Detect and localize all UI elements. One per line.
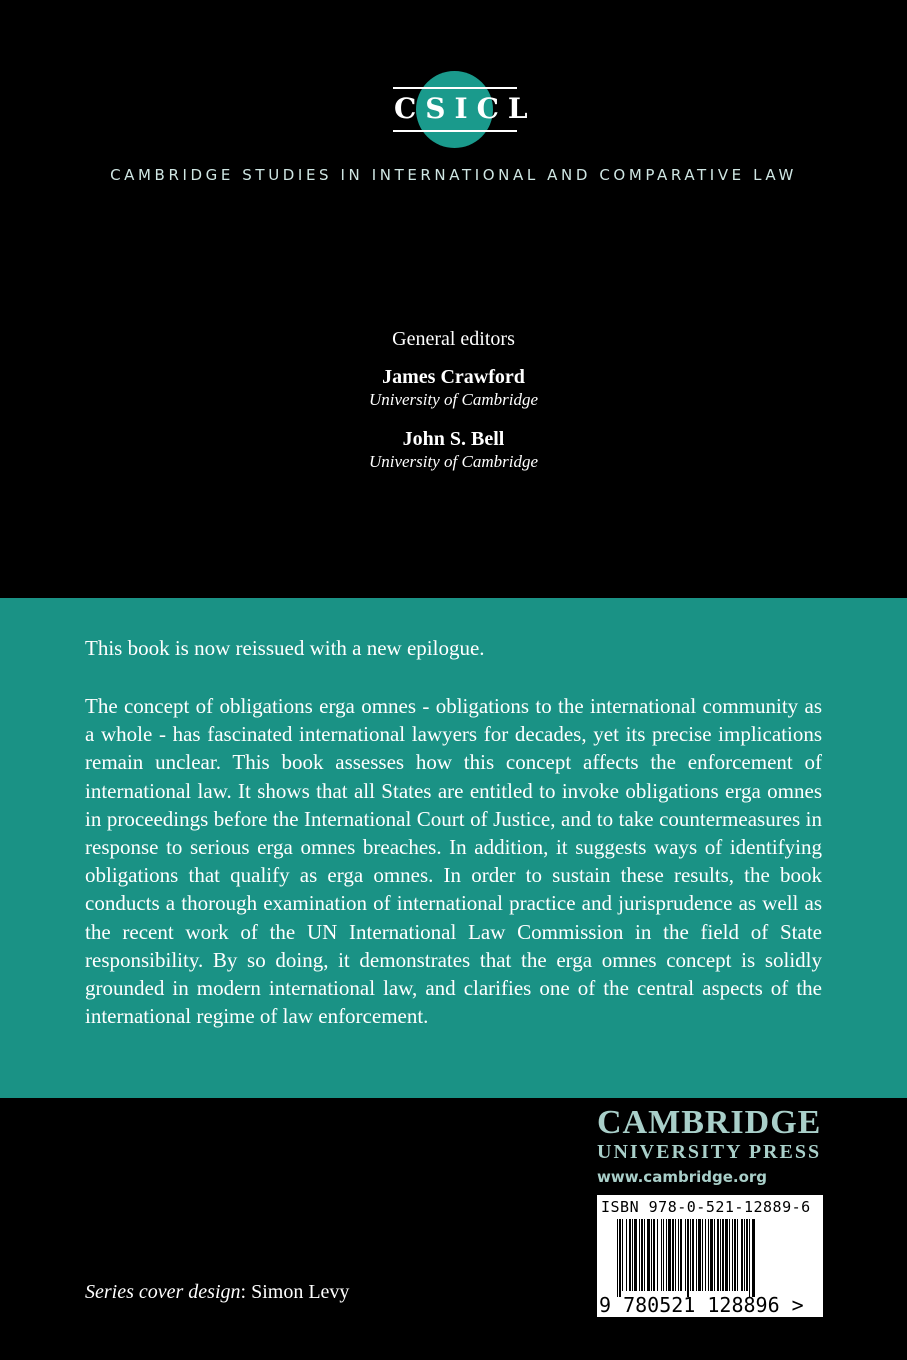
series-title: CAMBRIDGE STUDIES IN INTERNATIONAL AND COMPARATIVE LAW [110, 166, 797, 184]
cover-design-credit [85, 1281, 349, 1304]
editor-name: John S. Bell [402, 428, 505, 450]
isbn-barcode [597, 1195, 823, 1317]
barcode-bar [717, 1219, 719, 1291]
barcode-bar [644, 1219, 645, 1291]
barcode-bar [696, 1219, 697, 1291]
barcode-bar [692, 1219, 694, 1291]
editor-entry [0, 365, 907, 411]
barcode-bar [647, 1219, 650, 1291]
barcode-bar [685, 1219, 686, 1291]
credit-designer: Simon Levy [251, 1281, 350, 1303]
barcode-digits: 9 780521 128896 > [599, 1293, 804, 1317]
editors-heading: General editors [392, 328, 515, 350]
barcode-bar [672, 1219, 674, 1291]
barcode-bar [680, 1219, 682, 1291]
isbn-label: ISBN 978-0-521-12889-6 [601, 1198, 811, 1216]
logo-top-rule [393, 87, 517, 89]
barcode-bar [678, 1219, 679, 1291]
barcode-bar [714, 1219, 715, 1291]
barcode-bar [708, 1219, 709, 1291]
barcode-bar [668, 1219, 671, 1291]
editor-affiliation: University of Cambridge [368, 452, 539, 471]
blurb-intro: This book is now reissued with a new epilogue. [85, 636, 485, 660]
editor-entry [0, 427, 907, 473]
barcode-bar [626, 1219, 627, 1291]
barcode-bar [702, 1219, 703, 1291]
barcode-bar [722, 1219, 724, 1291]
barcode-bar [632, 1219, 633, 1291]
barcode-bar [698, 1219, 701, 1291]
barcode-bar [752, 1219, 755, 1297]
barcode-bar [675, 1219, 676, 1291]
barcode-bar [639, 1219, 640, 1291]
general-editors [0, 328, 907, 489]
publisher-logo [597, 1105, 827, 1186]
barcode-bar [651, 1219, 652, 1291]
barcode-bar [666, 1219, 667, 1291]
barcode-bar [744, 1219, 745, 1291]
barcode-bar [741, 1219, 743, 1291]
editor-affiliation: University of Cambridge [368, 390, 539, 409]
logo-bottom-rule [393, 130, 517, 132]
barcode-bar [734, 1219, 736, 1291]
barcode-bar [737, 1219, 738, 1291]
publisher-name: CAMBRIDGE [597, 1104, 822, 1141]
publisher-press: UNIVERSITY PRESS [597, 1141, 822, 1163]
barcode-bar [732, 1219, 733, 1291]
barcode-bar [705, 1219, 706, 1291]
credit-label: Series cover design [85, 1281, 241, 1303]
barcode-bar [661, 1219, 662, 1291]
barcode-bar [710, 1219, 713, 1291]
logo-text: CSICL [394, 92, 537, 125]
barcode-bar [657, 1219, 658, 1291]
barcode-bar [629, 1219, 631, 1291]
barcode-bar [729, 1219, 730, 1291]
editor-name: James Crawford [382, 366, 525, 388]
barcode-bar [634, 1219, 637, 1291]
barcode-bar [687, 1219, 689, 1297]
barcode-bar [622, 1219, 623, 1291]
barcode-bar [641, 1219, 643, 1291]
blurb-body: The concept of obligations erga omnes - obligations to the international community as a whole - has fascinated international lawyers for decades, yet its precise implications remain unclear. This book assesses how this concept affects the enforcement of international law. It shows that all States are entitled to invoke obligations erga omnes in proceedings before the International Court of Justice, and to take countermeasures in response to serious erga omnes breaches. In addition, it suggests ways of identifying obligations that qualify as erga omnes. In order to sustain these results, the book conducts a thorough examination of international practice and jurisprudence as well as the recent work of the UN International Law Commission in the field of State responsibility. By so doing, it demonstrates that the erga omnes concept is solidly grounded in modern international law, and clarifies one of the central aspects of the international regime of law enforcement. [85, 694, 822, 1029]
barcode-bar [720, 1219, 721, 1291]
barcode-bar [617, 1219, 618, 1297]
csicl-logo [385, 70, 537, 150]
barcode-bar [746, 1219, 748, 1291]
publisher-website: www.cambridge.org [597, 1168, 768, 1186]
barcode-bar [690, 1219, 691, 1291]
barcode-bar [749, 1219, 750, 1297]
barcode-bar [653, 1219, 655, 1291]
barcode-bar [663, 1219, 664, 1291]
credit-separator: : [240, 1281, 252, 1303]
barcode-bar [619, 1219, 621, 1297]
blurb-band [0, 598, 907, 1098]
barcode-bar [725, 1219, 728, 1291]
